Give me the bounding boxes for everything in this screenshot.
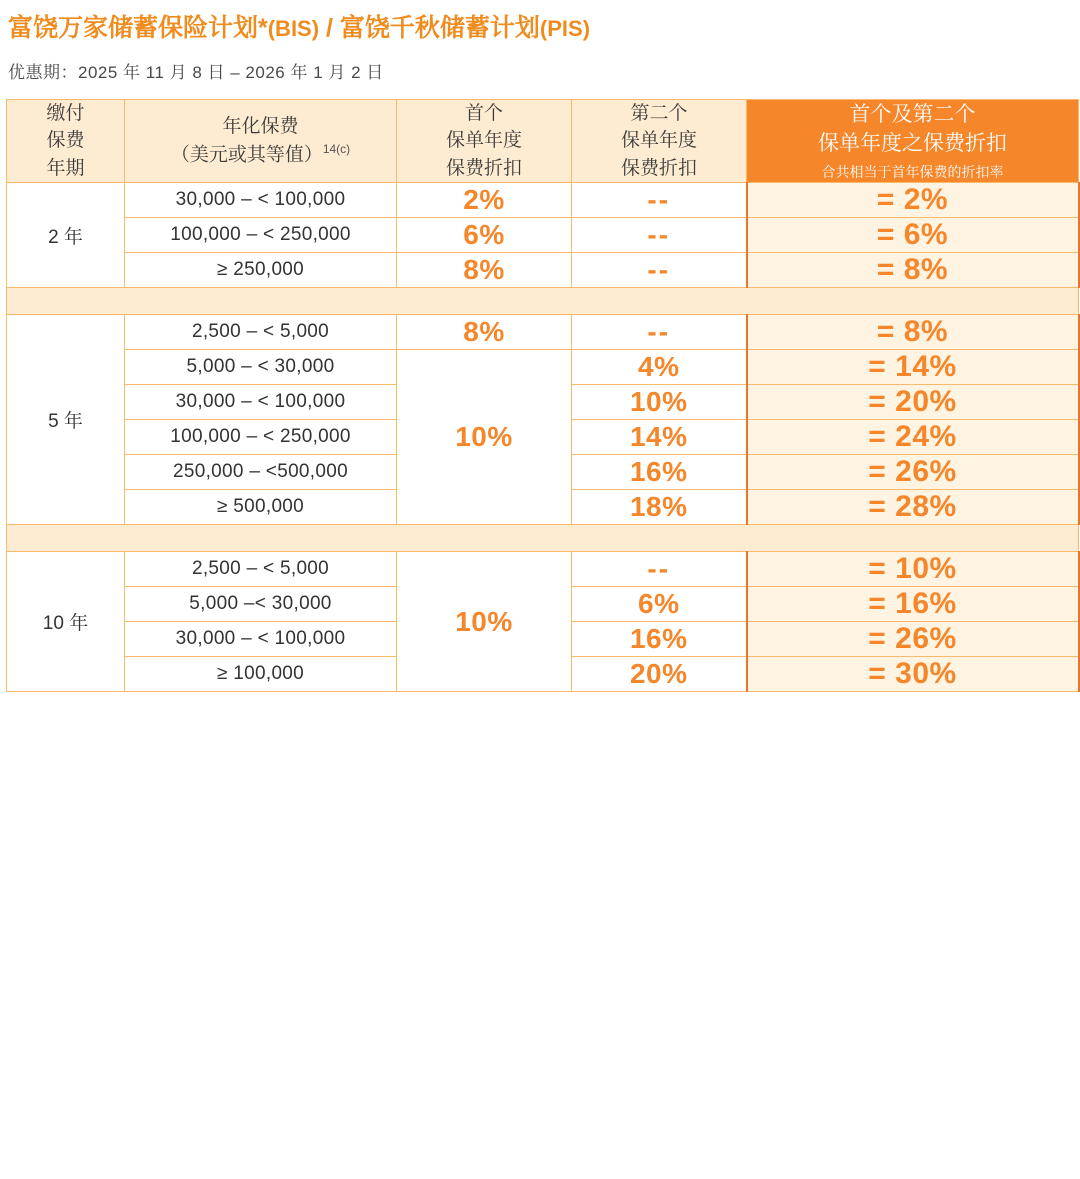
- cell-second-year-discount: --: [572, 253, 747, 288]
- cell-combined-discount: = 24%: [747, 420, 1079, 455]
- footnote-marker: 14(c): [322, 141, 351, 156]
- cell-combined-discount: = 10%: [747, 552, 1079, 587]
- cell-second-year-discount: 4%: [572, 350, 747, 385]
- cell-payment-term: 2 年: [7, 183, 125, 288]
- table-body: [7, 183, 1079, 692]
- cell-second-year-discount: --: [572, 552, 747, 587]
- table-header: [7, 99, 1079, 183]
- column-header-payment-term: 缴付 保费 年期: [7, 99, 125, 183]
- cell-combined-discount: = 26%: [747, 455, 1079, 490]
- cell-second-year-discount: --: [572, 183, 747, 218]
- cell-annual-premium: 5,000 –< 30,000: [125, 587, 397, 622]
- title-bis-code: (BIS): [267, 16, 320, 41]
- title-second-text: 富饶千秋储蓄计划: [339, 14, 540, 42]
- table-row: [7, 350, 1079, 385]
- cell-combined-discount: = 20%: [747, 385, 1079, 420]
- promo-period-subtitle: 优惠期：2025 年 11 月 8 日 – 2026 年 1 月 2 日: [8, 62, 384, 82]
- cell-payment-term: 5 年: [7, 315, 125, 525]
- table-row: [7, 552, 1079, 587]
- cell-combined-discount: = 30%: [747, 657, 1079, 692]
- table-row: [7, 218, 1079, 253]
- cell-annual-premium: 5,000 – < 30,000: [125, 350, 397, 385]
- cell-combined-discount: = 2%: [747, 183, 1079, 218]
- cell-first-year-discount: 2%: [397, 183, 572, 218]
- cell-annual-premium: 30,000 – < 100,000: [125, 183, 397, 218]
- cell-second-year-discount: 18%: [572, 490, 747, 525]
- column-header-second-year-discount: 第二个 保单年度 保费折扣: [572, 99, 747, 183]
- cell-annual-premium: 2,500 – < 5,000: [125, 552, 397, 587]
- cell-payment-term: 10 年: [7, 552, 125, 692]
- cell-annual-premium: ≥ 500,000: [125, 490, 397, 525]
- cell-annual-premium: 30,000 – < 100,000: [125, 385, 397, 420]
- cell-first-year-discount: 8%: [397, 253, 572, 288]
- cell-second-year-discount: 20%: [572, 657, 747, 692]
- cell-annual-premium: 30,000 – < 100,000: [125, 622, 397, 657]
- group-separator: [7, 525, 1079, 552]
- cell-annual-premium: 250,000 – <500,000: [125, 455, 397, 490]
- title-pis-code: (PIS): [539, 16, 591, 41]
- cell-combined-discount: = 6%: [747, 218, 1079, 253]
- cell-annual-premium: 100,000 – < 250,000: [125, 420, 397, 455]
- column-header-first-year-discount: 首个 保单年度 保费折扣: [397, 99, 572, 183]
- cell-first-year-discount-merged: 10%: [397, 552, 572, 692]
- premium-discount-table: [6, 99, 1080, 693]
- cell-annual-premium: 100,000 – < 250,000: [125, 218, 397, 253]
- table-row: [7, 253, 1079, 288]
- table-row: [7, 315, 1079, 350]
- cell-second-year-discount: 6%: [572, 587, 747, 622]
- cell-first-year-discount: 8%: [397, 315, 572, 350]
- title-separator: /: [319, 14, 340, 42]
- cell-annual-premium: ≥ 100,000: [125, 657, 397, 692]
- cell-second-year-discount: --: [572, 315, 747, 350]
- group-separator: [7, 288, 1079, 315]
- cell-combined-discount: = 16%: [747, 587, 1079, 622]
- cell-second-year-discount: 10%: [572, 385, 747, 420]
- cell-second-year-discount: 16%: [572, 622, 747, 657]
- column-header-annual-premium: 年化保费 （美元或其等值）$^{14(c)}$: [125, 99, 397, 183]
- cell-combined-discount: = 8%: [747, 253, 1079, 288]
- combined-discount-subnote: 合共相当于首年保费的折扣率: [821, 163, 1004, 180]
- title-main-text: 富饶万家储蓄保险计划*: [8, 14, 268, 42]
- cell-combined-discount: = 8%: [747, 315, 1079, 350]
- cell-second-year-discount: --: [572, 218, 747, 253]
- table-row: [7, 183, 1079, 218]
- cell-annual-premium: ≥ 250,000: [125, 253, 397, 288]
- cell-annual-premium: 2,500 – < 5,000: [125, 315, 397, 350]
- cell-first-year-discount-merged: 10%: [397, 350, 572, 525]
- cell-second-year-discount: 16%: [572, 455, 747, 490]
- cell-combined-discount: = 28%: [747, 490, 1079, 525]
- cell-first-year-discount: 6%: [397, 218, 572, 253]
- column-header-combined-discount: 首个及第二个 保单年度之保费折扣 合共相当于首年保费的折扣率: [747, 99, 1079, 183]
- page-title: [0, 0, 1080, 46]
- cell-combined-discount: = 14%: [747, 350, 1079, 385]
- cell-second-year-discount: 14%: [572, 420, 747, 455]
- cell-combined-discount: = 26%: [747, 622, 1079, 657]
